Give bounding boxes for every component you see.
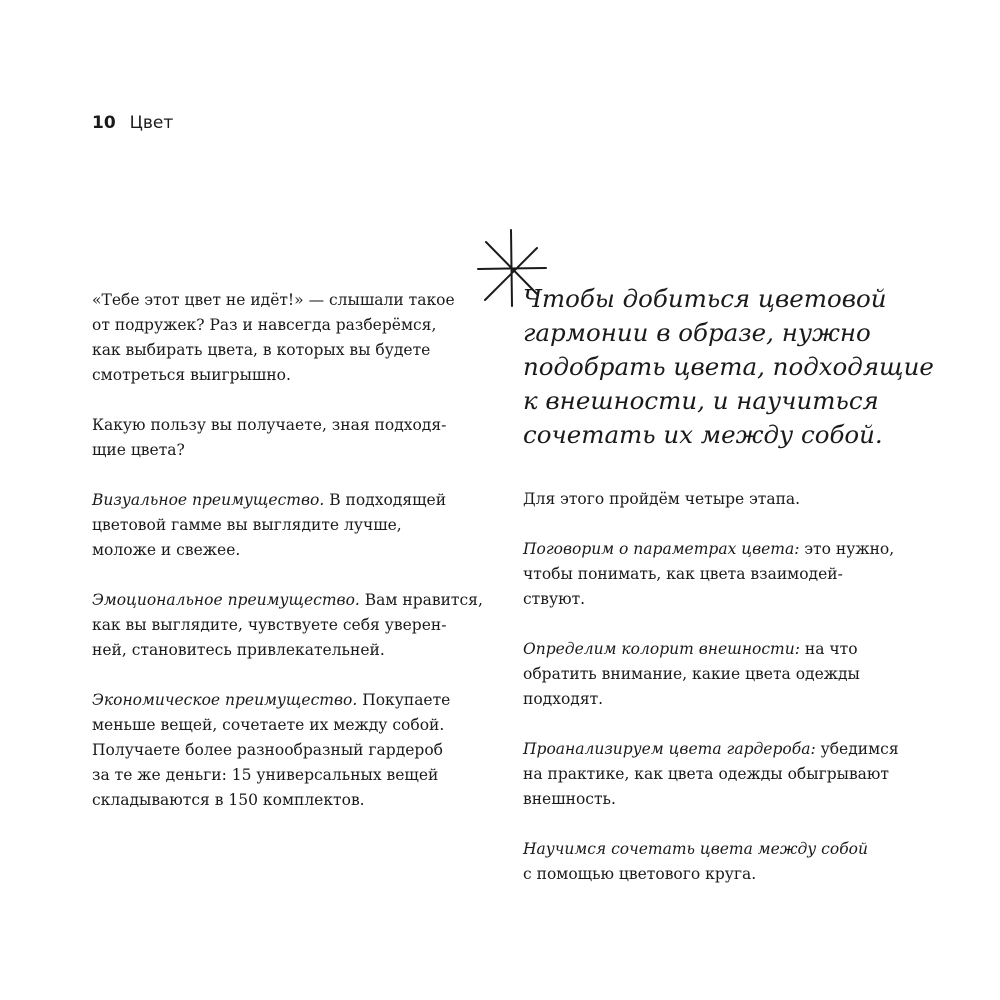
text-line: щие цвета? <box>92 441 185 459</box>
quote-line: подобрать цвета, подходящие <box>523 352 934 381</box>
question-paragraph <box>92 413 484 463</box>
text-line: от подружек? Раз и навсегда разберёмся, <box>92 316 437 334</box>
text-line: за те же деньги: 15 универсальных вещей <box>92 766 439 784</box>
economic-benefit-paragraph <box>92 688 484 813</box>
quote-line: сочетать их между собой. <box>523 420 883 449</box>
quote-line: к внешности, и научиться <box>523 386 879 415</box>
text-line: меньше вещей, сочетаете их между собой. <box>92 716 445 734</box>
text-line: обратить внимание, какие цвета одежды <box>523 665 860 683</box>
text-fragment: Вам нравится, <box>364 591 483 609</box>
step-color-wheel <box>523 837 903 887</box>
text-line: цветовой гамме вы выглядите лучше, <box>92 516 402 534</box>
text-line: внешность. <box>523 790 616 808</box>
text-line <box>92 488 484 513</box>
emotional-benefit-paragraph <box>92 588 484 663</box>
text-line: моложе и свежее. <box>92 541 241 559</box>
steps-intro <box>523 487 903 512</box>
quote-line: гармонии в образе, нужно <box>523 318 871 347</box>
text-line: как вы выглядите, чувствуете себя уверен- <box>92 616 447 634</box>
intro-paragraph <box>92 288 484 388</box>
quote-line: Чтобы добиться цветовой <box>523 284 887 313</box>
text-line: подходят. <box>523 690 604 708</box>
text-fragment: это нужно, <box>804 540 895 558</box>
text-fragment: В подходящей <box>329 491 447 509</box>
step-lead: Проанализируем цвета гардероба: <box>523 740 816 758</box>
text-line <box>92 588 484 613</box>
left-column <box>92 288 484 838</box>
emotional-benefit-lead: Эмоциональное преимущество. <box>92 591 360 609</box>
right-column <box>523 487 903 912</box>
text-line: ней, становитесь привлекательней. <box>92 641 385 659</box>
step-wardrobe-analysis <box>523 737 903 812</box>
text-line: смотреться выигрышно. <box>92 366 291 384</box>
text-line: Какую пользу вы получаете, зная подходя- <box>92 416 447 434</box>
text-line <box>523 637 903 662</box>
page-number: 10 <box>92 113 116 133</box>
text-line: «Тебе этот цвет не идёт!» — слышали такое <box>92 291 455 309</box>
running-head <box>92 112 173 134</box>
text-line <box>92 688 484 713</box>
step-appearance-coloring <box>523 637 903 712</box>
step-color-parameters <box>523 537 903 612</box>
text-fragment: на что <box>804 640 858 658</box>
economic-benefit-lead: Экономическое преимущество. <box>92 691 358 709</box>
text-line: как выбирать цвета, в которых вы будете <box>92 341 431 359</box>
text-line: с помощью цветового круга. <box>523 865 757 883</box>
visual-benefit-paragraph <box>92 488 484 563</box>
text-fragment: Покупаете <box>362 691 451 709</box>
text-line: ствуют. <box>523 590 586 608</box>
text-line <box>523 737 903 762</box>
text-line: Для этого пройдём четыре этапа. <box>523 490 801 508</box>
step-lead: Определим колорит внешности: <box>523 640 800 658</box>
pull-quote <box>523 282 943 452</box>
text-line: складываются в 150 комплектов. <box>92 791 365 809</box>
visual-benefit-lead: Визуальное преимущество. <box>92 491 325 509</box>
section-title: Цвет <box>129 113 174 133</box>
text-line: на практике, как цвета одежды обыгрывают <box>523 765 889 783</box>
text-fragment: убедимся <box>820 740 899 758</box>
step-lead: Научимся сочетать цвета между собой <box>523 840 868 858</box>
step-lead: Поговорим о параметрах цвета: <box>523 540 800 558</box>
text-line: чтобы понимать, как цвета взаимодей- <box>523 565 843 583</box>
text-line <box>523 537 903 562</box>
text-line: Получаете более разнообразный гардероб <box>92 741 444 759</box>
